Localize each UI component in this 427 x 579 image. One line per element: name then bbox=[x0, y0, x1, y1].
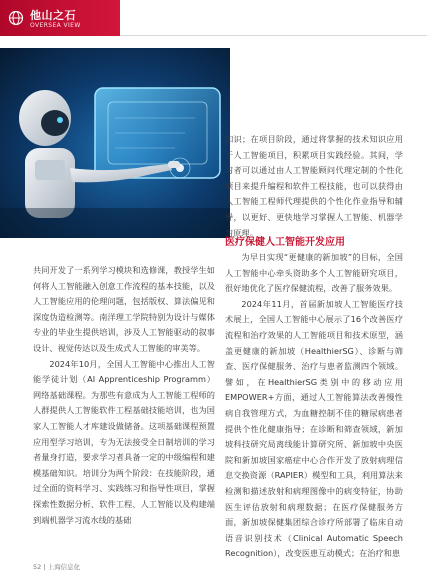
paragraph: 为早日实现“更健康的新加坡”的目标，全国人工智能中心牵头资助多个人工智能研究项目，很好地优化了医疗保健流程，改善了服务效果。 bbox=[225, 252, 403, 294]
paragraph: 2024年11月，首届新加坡人工智能医疗技术展上，全国人工智能中心展示了16个改善医疗流程和治疗效果的人工智能项目和技术原型，涵盖更健康的新加坡（HealthierSG）、诊断与筛查、医疗保健服务、治疗与患者监测四个领域。譬如，在HealthierSG类别中的移动应用EMPOWER+方面，通过人工智能算法改善慢性病自我管理方式，为血糖控制不佳的糖尿病患者提供个性化健康指导；在诊断和筛查领域，新加坡科技研究局离线能计算研究所、新加坡中央医院和新加坡国家癌症中心合作开发了放射病理信息交换资源（RAPIER）模型和工具，利用算法来检测和描述放射和病理图像中的病变特征，协助医生评估放射和病理数据；在医疗保健服务方面，新加坡保健集团综合诊疗所部署了临床自动语音识别技术（Clinical Automatic Speech Recognition），改变医患互动模式；在治疗和患 bbox=[225, 298, 403, 559]
right-column-top bbox=[225, 132, 403, 241]
paragraph: 知识；在项目阶段，通过将掌握的技术知识应用于人工智能项目，积累项目实践经验。其间，学习者可以通过由人工智能顾问代理定制的个性化项目来提升编程和软件工程技能，也可以获得由人工智能工程师代理提供的个性化作业指导和辅导，以更好、更快地学习掌握人工智能、机器学习原理。 bbox=[225, 134, 403, 238]
globe-icon bbox=[8, 10, 24, 26]
right-column-bottom bbox=[225, 250, 403, 562]
page-header bbox=[0, 0, 427, 36]
page-footer: 52 | 上海信息化 bbox=[33, 563, 81, 571]
header-divider bbox=[120, 35, 427, 36]
section-subtitle: OVERSEA VIEW bbox=[30, 22, 81, 29]
left-column bbox=[33, 263, 215, 528]
section-heading: 医疗保健人工智能开发应用 bbox=[225, 237, 345, 248]
paragraph: 2024年10月，全国人工智能中心推出人工智能学徒计划（AI Apprenticeship Programm）网络基础课程。为那些有意成为人工智能工程师的人群提供人工智能软件工程基础技能培训，也为国家人工智能人才库建设做储备。这项基础课程预置应用型学习培训，专为无法接受全日制培训的学习者量身打造，要求学习者具备一定的中级编程和建模基础知识。培训分为两个阶段：在技能阶段，通过全面的资料学习、实践练习和指导性项目，掌握探索性数据分析、软件工程、人工智能以及构建端到端机器学习流水线的基础 bbox=[33, 358, 215, 525]
section-title: 他山之石 bbox=[30, 9, 76, 22]
paragraph: 共同开发了一系列学习模块和选修课，教授学生如何将人工智能融入创意工作流程的基本技能，以及人工智能应用的伦理问题，包括版权、算法偏见和深度伪造检测等。南洋理工学院特别为设计与媒体专业的毕业生提供培训，涉及人工智能驱动的叙事设计、视觉传达以及生成式人工智能的审美等。 bbox=[33, 265, 215, 353]
robot-touching-screen-image bbox=[0, 48, 230, 238]
